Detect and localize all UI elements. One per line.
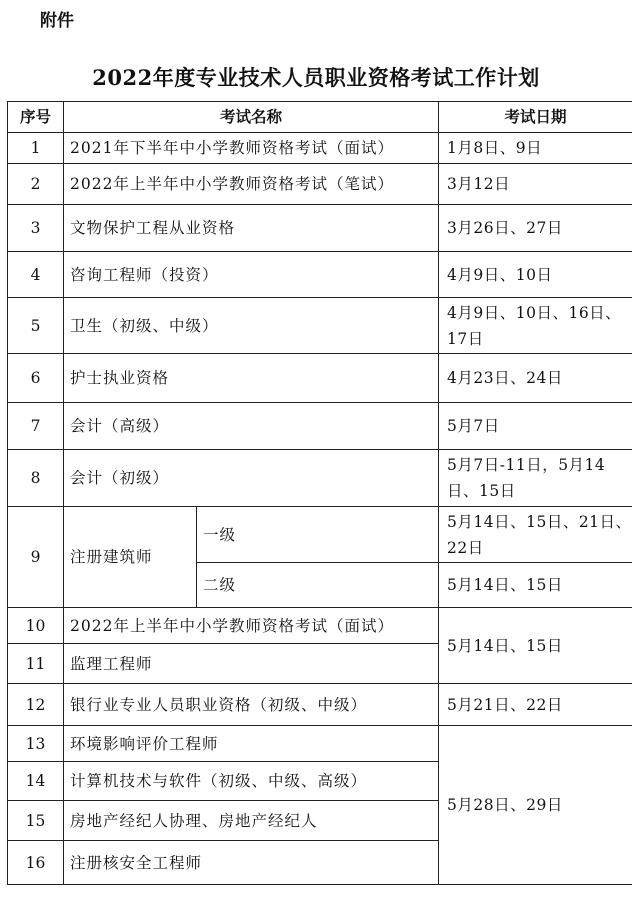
row-no: 14	[8, 762, 64, 801]
exam-name: 房地产经纪人协理、房地产经纪人	[64, 801, 439, 841]
exam-name: 卫生（初级、中级）	[64, 298, 439, 354]
exam-name: 护士执业资格	[64, 354, 439, 403]
exam-name: 文物保护工程从业资格	[64, 205, 439, 252]
table-row	[8, 298, 632, 354]
table-row	[8, 403, 632, 450]
exam-date: 1月8日、9日	[439, 133, 632, 164]
table-row	[8, 133, 632, 164]
exam-date: 3月26日、27日	[439, 205, 632, 252]
row-no: 3	[8, 205, 64, 252]
row-no: 4	[8, 252, 64, 298]
table-row	[8, 252, 632, 298]
exam-name: 2022年上半年中小学教师资格考试（笔试）	[64, 164, 439, 205]
row-no: 1	[8, 133, 64, 164]
exam-name: 会计（高级）	[64, 403, 439, 450]
row-no: 13	[8, 726, 64, 762]
table-row	[8, 726, 632, 762]
exam-date: 4月9日、10日、16日、17日	[439, 298, 632, 354]
exam-name: 环境影响评价工程师	[64, 726, 439, 762]
row-no: 11	[8, 644, 64, 684]
row-no: 7	[8, 403, 64, 450]
table-row	[8, 205, 632, 252]
header-name: 考试名称	[64, 102, 439, 133]
row-no: 10	[8, 608, 64, 644]
exam-date: 5月14日、15日	[439, 563, 632, 608]
exam-date: 4月9日、10日	[439, 252, 632, 298]
exam-name: 咨询工程师（投资）	[64, 252, 439, 298]
exam-sublevel: 二级	[197, 563, 439, 608]
exam-name: 监理工程师	[64, 644, 439, 684]
row-no: 12	[8, 684, 64, 726]
exam-date: 5月14日、15日	[439, 608, 632, 684]
table-row	[8, 684, 632, 726]
exam-name: 计算机技术与软件（初级、中级、高级）	[64, 762, 439, 801]
exam-date: 3月12日	[439, 164, 632, 205]
header-no: 序号	[8, 102, 64, 133]
exam-schedule-table	[7, 101, 632, 885]
table-row	[8, 354, 632, 403]
row-no: 9	[8, 507, 64, 608]
table-header-row	[8, 102, 632, 133]
exam-name: 银行业专业人员职业资格（初级、中级）	[64, 684, 439, 726]
exam-name: 注册核安全工程师	[64, 841, 439, 885]
exam-name: 2021年下半年中小学教师资格考试（面试）	[64, 133, 439, 164]
row-no: 2	[8, 164, 64, 205]
exam-name: 2022年上半年中小学教师资格考试（面试）	[64, 608, 439, 644]
table-row	[8, 450, 632, 507]
table-row	[8, 608, 632, 644]
exam-sublevel: 一级	[197, 507, 439, 563]
exam-name: 注册建筑师	[64, 507, 197, 608]
attachment-label: 附件	[40, 11, 74, 31]
table-row	[8, 507, 632, 563]
exam-date: 5月7日-11日，5月14日、15日	[439, 450, 632, 507]
exam-date: 5月14日、15日、21日、22日	[439, 507, 632, 563]
header-date: 考试日期	[439, 102, 632, 133]
page-title: 2022年度专业技术人员职业资格考试工作计划	[92, 65, 540, 90]
exam-name: 会计（初级）	[64, 450, 439, 507]
row-no: 15	[8, 801, 64, 841]
row-no: 6	[8, 354, 64, 403]
exam-date: 4月23日、24日	[439, 354, 632, 403]
row-no: 16	[8, 841, 64, 885]
exam-date: 5月7日	[439, 403, 632, 450]
exam-date: 5月21日、22日	[439, 684, 632, 726]
row-no: 8	[8, 450, 64, 507]
row-no: 5	[8, 298, 64, 354]
table-row	[8, 164, 632, 205]
exam-date: 5月28日、29日	[439, 726, 632, 885]
